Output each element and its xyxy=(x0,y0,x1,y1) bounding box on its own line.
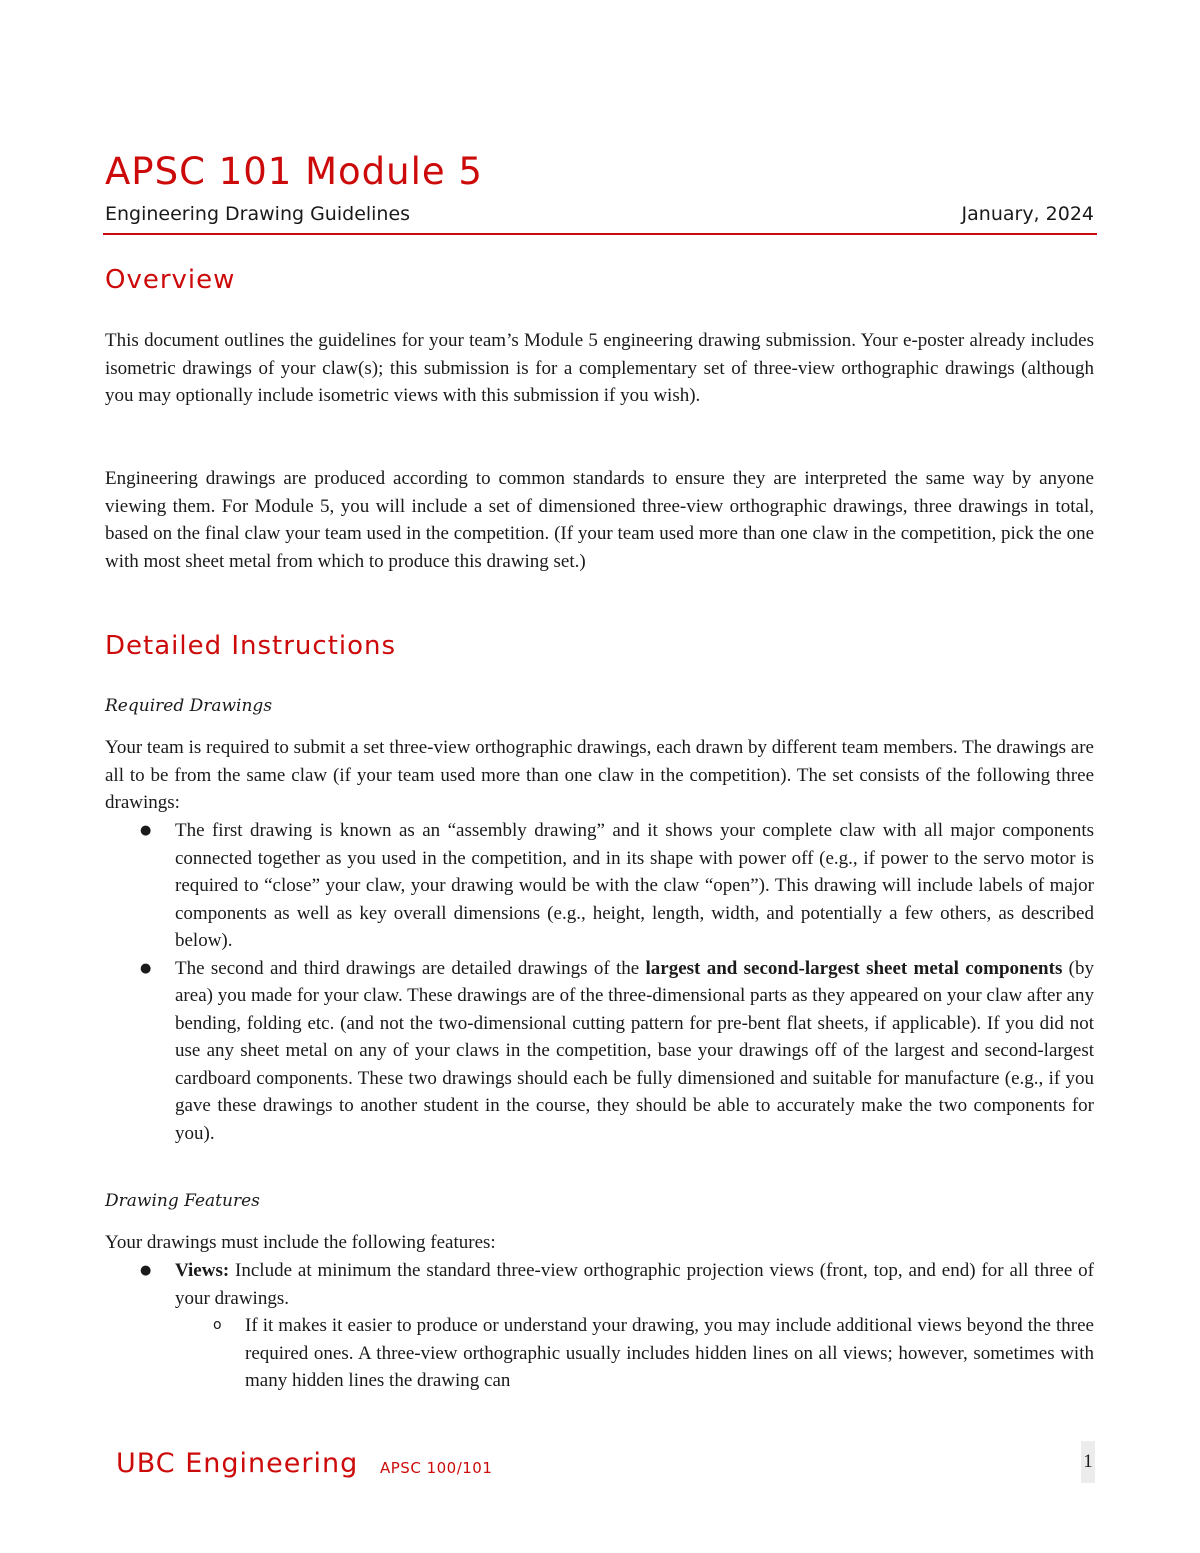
required-drawings-list xyxy=(105,817,1094,1147)
subtitle-row xyxy=(105,203,1094,225)
additional-views-text: If it makes it easier to produce or understand your drawing, you may include additional views beyond the three required ones. A three-view orthographic usually includes hidden lines on all views; however, sometimes with many hidden lines the drawing can xyxy=(245,1315,1094,1391)
list-item xyxy=(105,955,1094,1148)
drawing-features-list xyxy=(105,1257,1094,1312)
overview-paragraph-2: Engineering drawings are produced according to common standards to ensure they are interpreted the same way by anyone viewing them. For Module 5, you will include a set of dimensioned three-view orthographic drawings, three drawings in total, based on the final claw your team used in the competition. (If your team used more than one claw in the competition, pick the one with most sheet metal from which to produce this drawing set.) xyxy=(105,468,1094,572)
header-rule xyxy=(103,233,1097,235)
document-subtitle: Engineering Drawing Guidelines xyxy=(105,203,411,225)
drawing-features-heading: Drawing Features xyxy=(105,1191,260,1211)
detailed-instructions-heading: Detailed Instructions xyxy=(105,631,397,661)
bullet-icon: ● xyxy=(140,823,152,838)
views-label: Views: xyxy=(175,1260,230,1281)
views-text: Include at minimum the standard three-view orthographic projection views (front, top, and end) for all three of your drawings. xyxy=(175,1260,1094,1309)
list-item xyxy=(105,817,1094,955)
views-sublist xyxy=(175,1312,1094,1395)
list-item xyxy=(175,1312,1094,1395)
required-drawings-intro: Your team is required to submit a set three-view orthographic drawings, each drawn by different team members. The drawings are all to be from the same claw (if your team used more than one claw in the competition). The set consists of the following three drawings: xyxy=(105,737,1094,813)
drawing-features-intro: Your drawings must include the following features: xyxy=(105,1232,496,1253)
detail-drawing-text-pre: The second and third drawings are detailed drawings of the xyxy=(175,957,646,979)
assembly-drawing-text: The first drawing is known as an “assembly drawing” and it shows your complete claw with all major components connected together as you used in the competition, and in its shape with power off (e.g., if power to the servo motor is required to “close” your claw, your drawing would be with the claw “open”). This drawing will include labels of major components as well as key overall dimensions (e.g., height, length, width, and potentially a few others, as described below). xyxy=(175,820,1094,951)
bullet-icon: ● xyxy=(140,1263,152,1278)
document-title: APSC 101 Module 5 xyxy=(105,150,483,193)
list-item xyxy=(105,1257,1094,1312)
detail-drawing-emphasis: largest and second-largest sheet metal components xyxy=(645,957,1063,979)
document-date: January, 2024 xyxy=(961,203,1094,225)
page-number: 1 xyxy=(1081,1441,1095,1483)
sub-bullet-icon: o xyxy=(213,1317,222,1333)
footer-brand: UBC Engineering xyxy=(116,1448,359,1479)
bullet-icon: ● xyxy=(140,960,152,976)
overview-paragraph-1: This document outlines the guidelines for your team’s Module 5 engineering drawing submission. Your e-poster already includes isometric drawings of your claw(s); this submission is for a complementary set of three-view orthographic drawings (although you may optionally include isometric views with this submission if you wish). xyxy=(105,330,1094,406)
overview-heading: Overview xyxy=(105,265,236,295)
footer-course: APSC 100/101 xyxy=(380,1459,493,1477)
required-drawings-heading: Required Drawings xyxy=(105,696,273,716)
detail-drawing-text-post: (by area) you made for your claw. These drawings are of the three-dimensional parts as they appeared on your claw after any bending, folding etc. (and not the two-dimensional cutting pattern for pre-bent flat sheets, if applicable). If you did not use any sheet metal on any of your claws in the competition, base your drawings off of the largest and second-largest cardboard components. These two drawings should each be fully dimensioned and suitable for manufacture (e.g., if you gave these drawings to another student in the course, they should be able to accurately make the two components for you). xyxy=(175,957,1095,1144)
